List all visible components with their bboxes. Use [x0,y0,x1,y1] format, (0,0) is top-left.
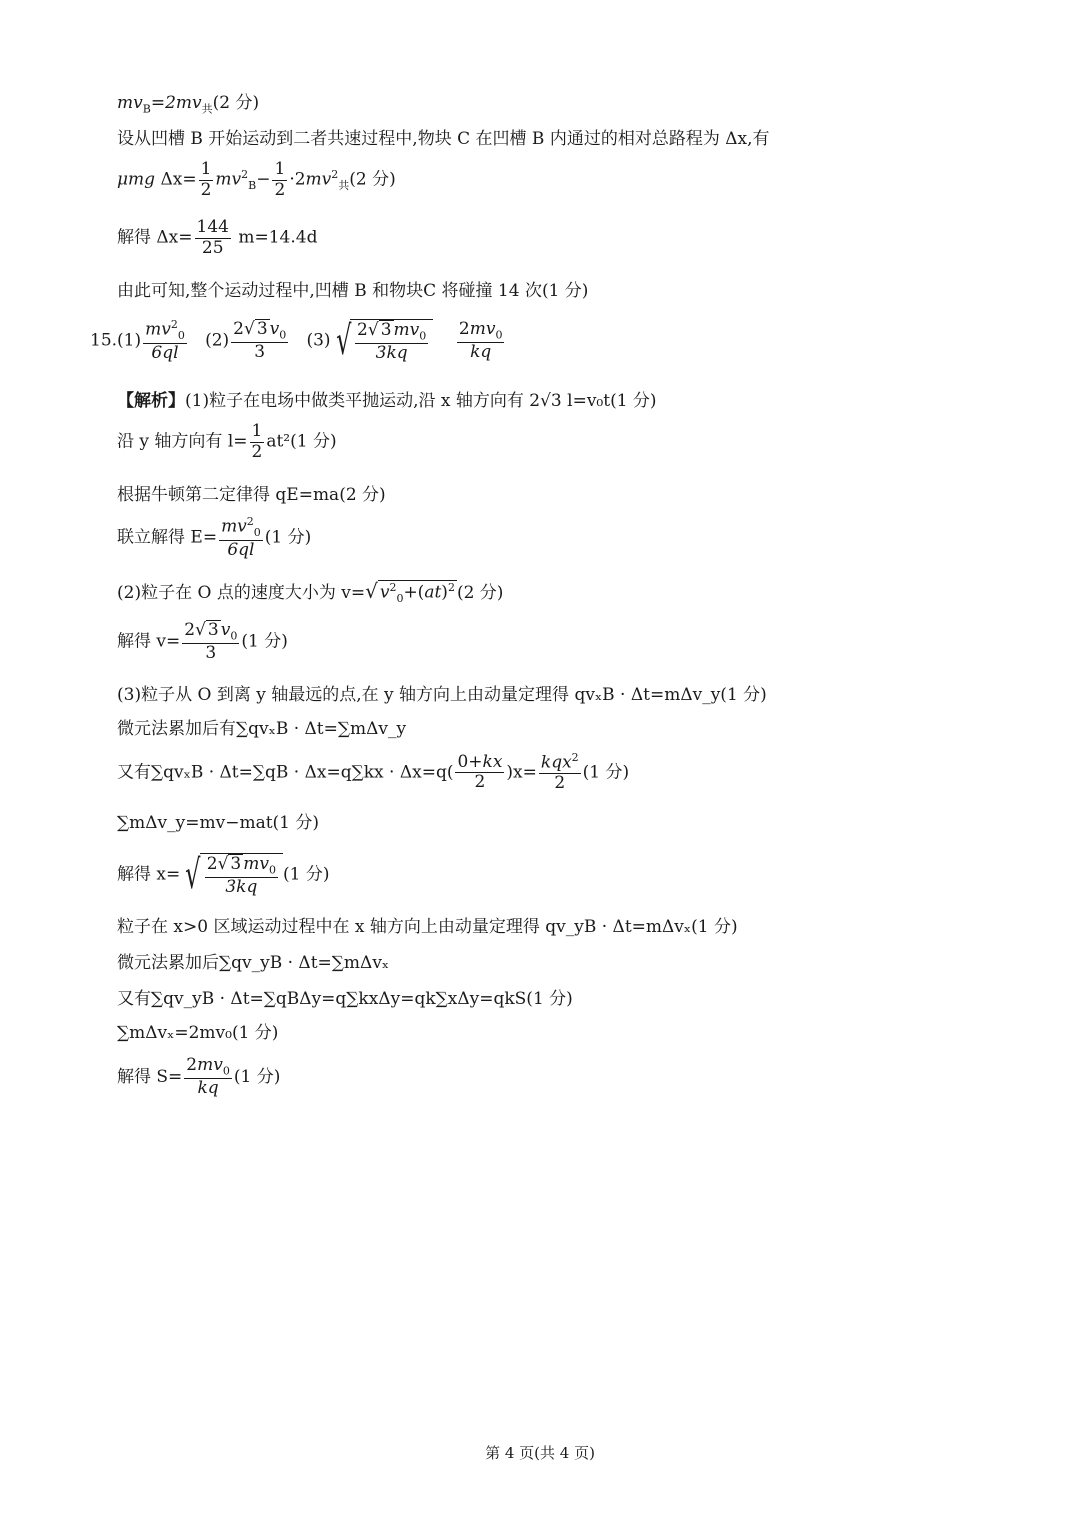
equation-2mv0: ∑mΔvₓ=2mv₀(1 分) [117,1023,279,1043]
equation-E: 联立解得 E= $\frac{mv^2_0}{6ql}$ (1 分) [117,515,312,560]
equation-momentum: $mv_B=2mv_共(2$ 分) [117,93,260,116]
text-speed-at-O: (2)粒子在 O 点的速度大小为 v=√ $v^2_0+(at)^2$ (2 分) [117,579,504,606]
text-momentum-theorem-y: (3)粒子从 O 到离 y 轴最远的点,在 y 轴方向上由动量定理得 qvₓB · Δt=mΔv_y(1 分) [117,685,767,705]
equation-delta-x: 解得 Δx= $\frac{144}{25}$ m=14.4d [117,217,318,258]
equation-y-axis: 沿 y 轴方向有 l= $\frac{1}{2}$ at²(1 分) [117,421,337,462]
text-summation-x: 微元法累加后∑qv_yB · Δt=∑mΔvₓ [117,953,390,973]
answer-15: 15.(1) $\frac{mv^2_0}{6ql}$ (2) $\frac{2√ 3 v_0}{3}$ (3) √ $\frac{2√ 3 mv_0}{3kq}$ $\frac{2mv_0}{kq}$ [90,317,503,364]
equation-x: 解得 x= √ $\frac{2√ 3 mv_0}{3kq}$ (1 分) [117,852,330,898]
text-momentum-change: ∑mΔv_y=mv−mat(1 分) [117,813,320,833]
equation-v: 解得 v= $\frac{2√ 3 v_0}{3}$ (1 分) [117,620,288,664]
text-newton-law: 根据牛顿第二定律得 qE=ma(2 分) [117,485,386,505]
page-footer: 第 4 页(共 4 页) [485,1444,595,1462]
text-collision-count: 由此可知,整个运动过程中,凹槽 B 和物块C 将碰撞 14 次(1 分) [117,281,589,301]
equation-summation-x: 又有∑qvₓB · Δt=∑qB · Δx=q∑kx · Δx=q( $\frac{0+kx}{2}$ )x= $\frac{kqx^2}{2}$ (1 分) [117,751,630,794]
equation-energy: μmg Δx= $\frac{1}{2}$ $mv^2_B-$ $\frac{1}{2}$ $\cdot 2mv^2_共(2$ 分) [117,159,396,200]
text-relative-path: 设从凹槽 B 开始运动到二者共速过程中,物块 C 在凹槽 B 内通过的相对总路程为 Δx,有 [117,129,770,149]
text-momentum-theorem-x: 粒子在 x>0 区域运动过程中在 x 轴方向上由动量定理得 qv_yB · Δt=mΔvₓ(1 分) [117,917,738,937]
equation-kS: 又有∑qv_yB · Δt=∑qBΔy=q∑kxΔy=qk∑xΔy=qkS(1 分) [117,989,573,1009]
equation-S: 解得 S= $\frac{2mv_0}{kq}$ (1 分) [117,1055,281,1099]
text-summation-y: 微元法累加后有∑qvₓB · Δt=∑mΔv_y [117,719,407,739]
analysis-part-1: 【解析】(1)粒子在电场中做类平抛运动,沿 x 轴方向有 2√3 l=v₀t(1 分) [117,391,657,411]
